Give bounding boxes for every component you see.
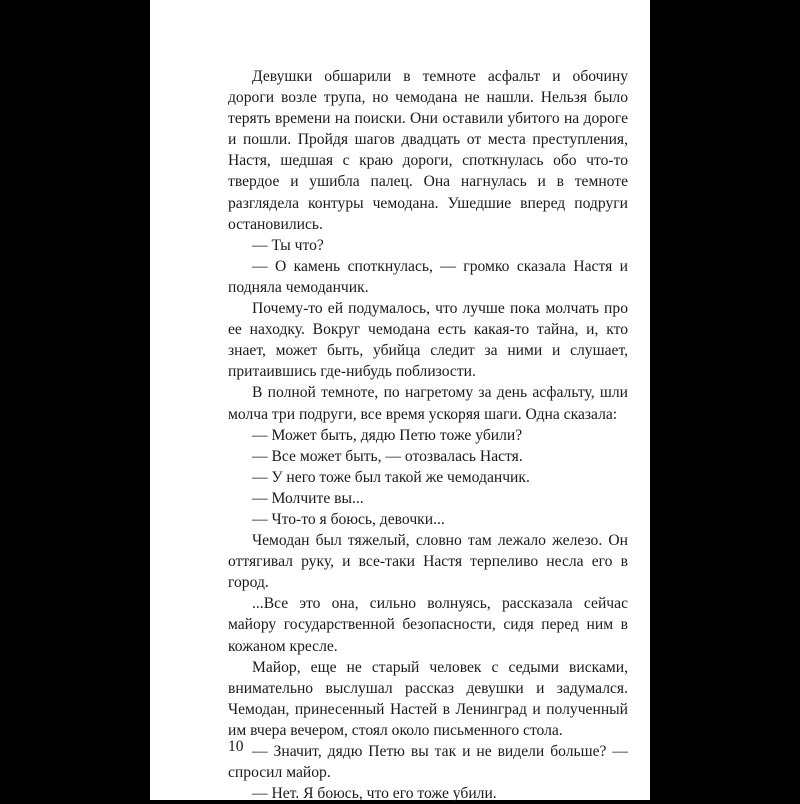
paragraph: — Значит, дядю Петю вы так и не видели больше? — спросил майор.	[228, 743, 628, 782]
paragraph: — Что-то я боюсь, девочки...	[252, 510, 445, 528]
paragraph: Девушки обшарили в темноте асфальт и обочину дороги возле трупа, но чемодана не нашли. Нельзя было терять времени на поиски. Они оставили убитого на дороге и пошли. Пройдя шагов двадцать от места преступления, Настя, шедшая с краю дороги, споткнулась обо что-то твердое и ушибла палец. Она нагнулась и в темноте разглядела контуры чемодана. Ушедшие вперед подруги остановились.	[228, 68, 628, 233]
paragraph: — О камень споткнулась, — громко сказала Настя и подняла чемоданчик.	[228, 257, 628, 296]
paragraph: Почему-то ей подумалось, что лучше пока молчать про ее находку. Вокруг чемодана есть какая-то тайна, и, кто знает, может быть, убийца следит за ними и слушает, притаившись где-нибудь поблизости.	[228, 300, 628, 381]
paragraph: — У него тоже был такой же чемоданчик.	[252, 468, 530, 486]
paragraph: — Ты что?	[252, 236, 324, 254]
paragraph: Майор, еще не старый человек с седыми висками, внимательно выслушал рассказ девушки и задумался. Чемодан, принесенный Настей в Ленинград и полученный им вчера вечером, стоял около письменного стола.	[228, 658, 628, 739]
paragraph: — Может быть, дядю Петю тоже убили?	[252, 426, 523, 444]
page-number: 10	[228, 738, 244, 755]
paragraph: В полной темноте, по нагретому за день асфальту, шли молча три подруги, все время ускоряя шаги. Одна сказала:	[228, 384, 628, 423]
paragraph: — Молчите вы...	[252, 489, 364, 507]
paragraph: — Все может быть, — отозвалась Настя.	[252, 447, 523, 465]
paragraph: Чемодан был тяжелый, словно там лежало железо. Он оттягивал руку, и все-таки Настя терпеливо несла его в город.	[228, 532, 628, 592]
page-text	[228, 66, 628, 804]
paragraph: — Нет. Я боюсь, что его тоже убили.	[252, 785, 497, 803]
book-page	[150, 0, 650, 803]
paragraph: ...Все это она, сильно волнуясь, рассказала сейчас майору государственной безопасности, сидя перед ним в кожаном кресле.	[228, 595, 628, 655]
